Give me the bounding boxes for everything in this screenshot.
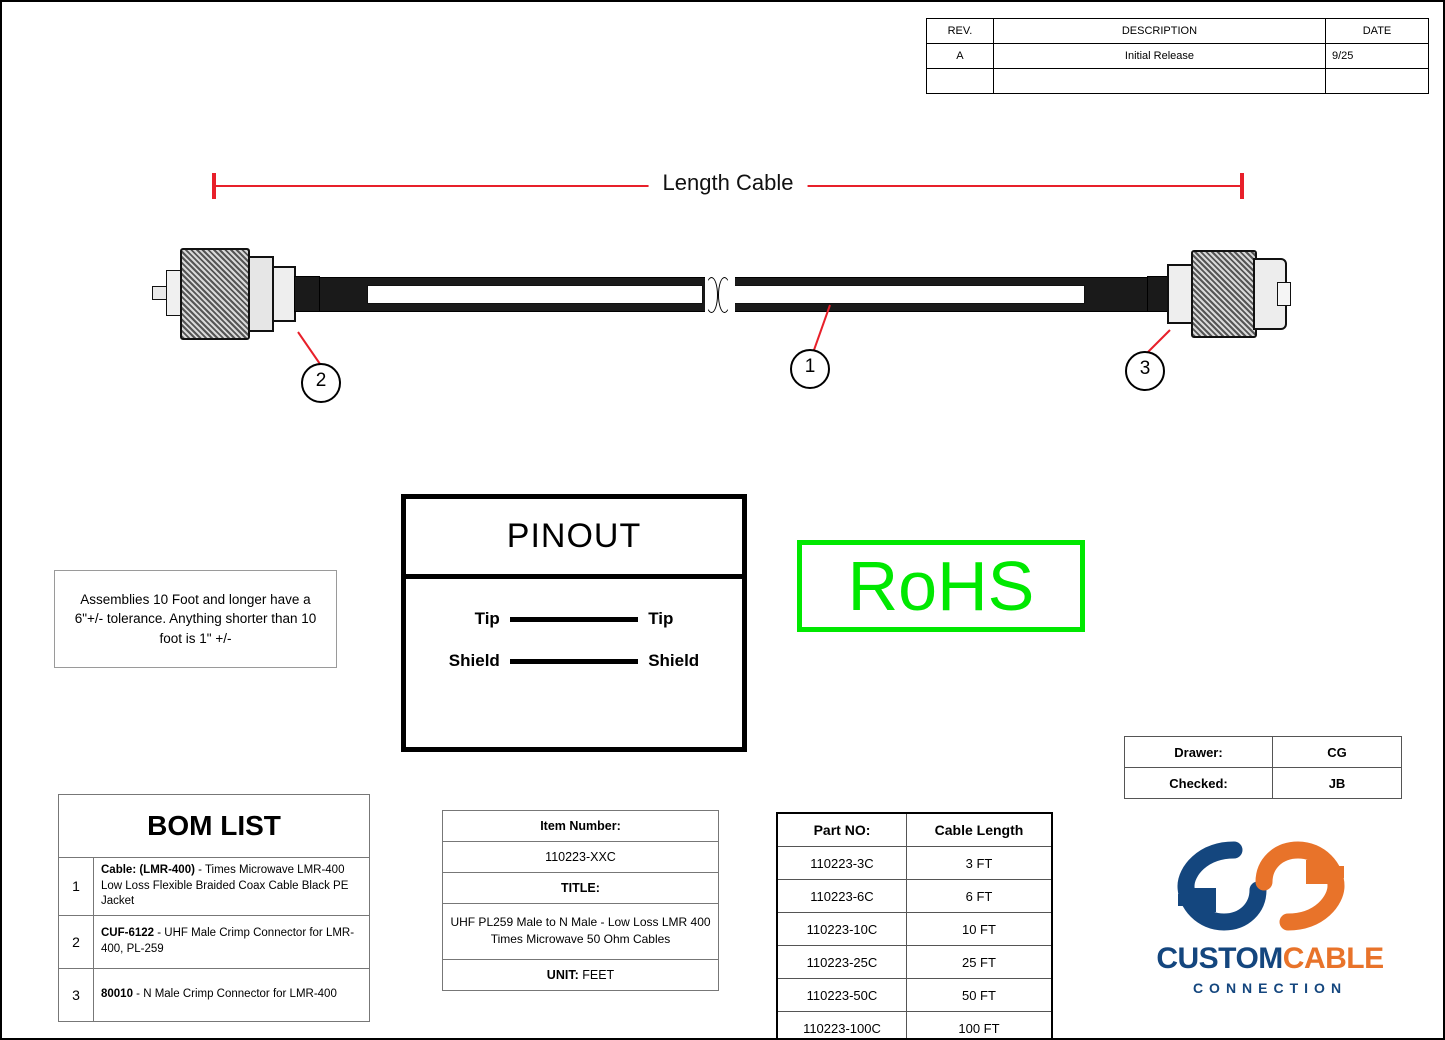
break-symbol: [705, 275, 735, 315]
bom-item-number-2: 2: [59, 916, 94, 968]
pinout-right-shield: Shield: [648, 651, 700, 670]
uhf-body: [272, 266, 296, 322]
table-row: [777, 979, 1052, 1012]
table-row: [777, 913, 1052, 946]
cable-length-4: 50 FT: [906, 979, 1052, 1012]
revision-header-date: DATE: [1326, 19, 1429, 44]
logo-word-custom: CUSTOM: [1156, 942, 1283, 975]
dimension-label: Length Cable: [649, 170, 808, 196]
n-tip: [1277, 282, 1291, 306]
bom-item-rest-1: - Times Microwave LMR-400 Low Loss Flexible Braided Coax Cable Black PE Jacket: [101, 864, 349, 908]
title-label: TITLE:: [443, 873, 718, 904]
part-number-4: 110223-50C: [777, 979, 906, 1012]
table-row: [777, 1012, 1052, 1040]
uhf-boot: [294, 276, 320, 312]
pinout-row-shield: [406, 651, 742, 671]
table-row: [1125, 737, 1402, 768]
uhf-pl259-male-connector: [152, 246, 317, 342]
table-row: [1125, 768, 1402, 799]
logo-word-cable: CABLE: [1282, 942, 1384, 975]
cable-length-1: 6 FT: [906, 880, 1052, 913]
list-item: [59, 858, 369, 916]
logo-subtitle: CONNECTION: [1192, 980, 1348, 996]
list-item: [59, 916, 369, 969]
cable-core-right: [732, 285, 1085, 304]
drawer-value: CG: [1273, 737, 1402, 768]
revision-date-1: [1326, 69, 1429, 94]
revision-header-rev: REV.: [927, 19, 994, 44]
unit-label: UNIT:: [546, 967, 579, 982]
bom-item-number-1: 1: [59, 858, 94, 915]
checked-label: Checked:: [1125, 768, 1273, 799]
logo-brand: [1120, 942, 1420, 976]
revision-date-0: 9/25: [1326, 44, 1429, 69]
rohs-badge: [797, 540, 1085, 632]
pinout-box: [401, 494, 747, 752]
unit-value: FEET: [582, 967, 615, 982]
bom-item-description-2: [94, 916, 369, 968]
part-number-table: [776, 812, 1053, 1040]
part-number-5: 110223-100C: [777, 1012, 906, 1040]
approvals-table: [1124, 736, 1402, 799]
revision-description-1: [993, 69, 1325, 94]
revision-header-description: DESCRIPTION: [993, 19, 1325, 44]
tolerance-note: Assemblies 10 Foot and longer have a 6"+/- tolerance. Anything shorter than 10 foot is 1" +/-: [54, 570, 337, 668]
title-value: UHF PL259 Male to N Male - Low Loss LMR 400 Times Microwave 50 Ohm Cables: [443, 904, 718, 960]
revision-rev-0: A: [927, 44, 994, 69]
bom-list: [58, 794, 370, 1022]
n-body: [1167, 264, 1193, 324]
revision-rev-1: [927, 69, 994, 94]
pinout-rows: [406, 579, 742, 671]
bom-item-number-3: 3: [59, 969, 94, 1021]
balloon-1: 1: [790, 349, 830, 389]
table-row: [927, 44, 1429, 69]
logo-mark-icon: [1172, 834, 1352, 938]
part-number-2: 110223-10C: [777, 913, 906, 946]
revision-table: [926, 18, 1429, 94]
cable-length-5: 100 FT: [906, 1012, 1052, 1040]
part-table-header-row: [777, 813, 1052, 847]
pinout-right-tip: Tip: [648, 609, 674, 628]
bom-item-description-3: [94, 969, 344, 1021]
length-dimension: [212, 167, 1244, 207]
balloon-2: 2: [301, 363, 341, 403]
bom-item-description-1: [94, 858, 369, 915]
item-number-value: 110223-XXC: [443, 842, 718, 873]
cable-core-left: [367, 285, 703, 304]
pinout-wire-shield: [510, 659, 638, 664]
pinout-title: PINOUT: [406, 499, 742, 579]
pinout-wire-tip: [510, 617, 638, 622]
item-number-label: Item Number:: [443, 811, 718, 842]
bom-item-part-1: Cable: (LMR-400): [101, 864, 195, 876]
pinout-left-shield: Shield: [448, 651, 500, 670]
table-row: [777, 880, 1052, 913]
revision-header-row: [927, 19, 1429, 44]
part-number-1: 110223-6C: [777, 880, 906, 913]
part-table-header-length: Cable Length: [906, 813, 1052, 847]
bom-item-part-3: 80010: [101, 987, 133, 1000]
item-title-block: [442, 810, 719, 991]
checked-value: JB: [1273, 768, 1402, 799]
drawer-label: Drawer:: [1125, 737, 1273, 768]
n-knurled-nut: [1191, 250, 1257, 338]
company-logo: [1120, 834, 1420, 1014]
revision-description-0: Initial Release: [993, 44, 1325, 69]
bom-item-part-2: CUF-6122: [101, 927, 155, 940]
table-row: [777, 946, 1052, 979]
part-table-header-part: Part NO:: [777, 813, 906, 847]
part-number-3: 110223-25C: [777, 946, 906, 979]
pinout-row-tip: [406, 609, 742, 629]
rohs-label: RoHS: [847, 547, 1035, 625]
part-number-0: 110223-3C: [777, 847, 906, 880]
bom-item-rest-3: - N Male Crimp Connector for LMR-400: [132, 987, 337, 1000]
pinout-left-tip: Tip: [474, 609, 500, 628]
table-row: [927, 69, 1429, 94]
uhf-collar: [248, 256, 274, 332]
table-row: [777, 847, 1052, 880]
uhf-knurled-nut: [180, 248, 250, 340]
balloon-3: 3: [1125, 351, 1165, 391]
n-male-connector: [1147, 248, 1292, 340]
bom-title: BOM LIST: [59, 795, 369, 858]
cable-length-3: 25 FT: [906, 946, 1052, 979]
unit-row: [443, 960, 718, 990]
bom-item-rest-2: - UHF Male Crimp Connector for LMR-400, PL-259: [101, 927, 355, 955]
cable-length-2: 10 FT: [906, 913, 1052, 946]
cable-length-0: 3 FT: [906, 847, 1052, 880]
list-item: [59, 969, 369, 1021]
